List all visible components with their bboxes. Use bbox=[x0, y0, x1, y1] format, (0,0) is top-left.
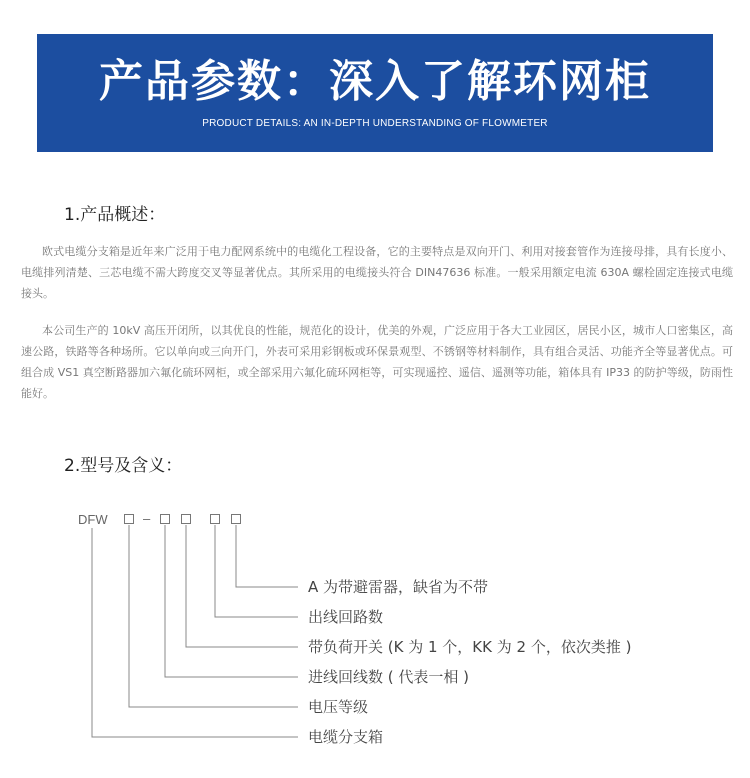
section-heading-model: 2.型号及含义： bbox=[64, 456, 183, 476]
legend-label-arrester: A 为带避雷器，缺省为不带 bbox=[308, 578, 489, 596]
model-dash: – bbox=[143, 511, 151, 526]
leader-line-arrester bbox=[236, 525, 298, 587]
banner-subtitle: PRODUCT DETAILS: AN IN-DEPTH UNDERSTANDING OF FLOWMETER bbox=[202, 118, 548, 129]
legend-label-cable-box: 电缆分支箱 bbox=[308, 728, 384, 746]
leader-line-switch bbox=[186, 525, 298, 647]
section-heading-overview: 1.产品概述： bbox=[64, 205, 166, 225]
leader-line-voltage bbox=[129, 525, 298, 707]
legend-label-voltage: 电压等级 bbox=[308, 698, 369, 716]
leader-line-outgoing bbox=[215, 525, 298, 617]
overview-paragraph-1: 欧式电缆分支箱是近年来广泛用于电力配网系统中的电缆化工程设备，它的主要特点是双向开门、利用对接套管作为连接母排，具有长度小、电缆排列清楚、三芯电缆不需大跨度交叉等显著优点。其所采用的电缆接头符合 DIN47636 标准。一般采用额定电流 630A 螺栓固定连接式电缆接头。 bbox=[21, 245, 733, 300]
overview-paragraph-2: 本公司生产的 10kV 高压开闭所，以其优良的性能，规范化的设计，优美的外观，广泛应用于各大工业园区，居民小区，城市人口密集区，高速公路，铁路等各种场所。它以单向或三向开门，外表可采用彩钢板或环保景观型、不锈钢等材料制作，具有组合灵活、功能齐全等显著优点。可组合成 VS1 真空断路器加六氟化硫环网柜，或全部采用六氟化硫环网柜等，可实现遥控、遥信、遥测等功能，箱体具有 IP33 的防护等级，防雨性能好。 bbox=[21, 324, 733, 400]
leader-line-cable-box bbox=[92, 528, 298, 737]
leader-line-incoming bbox=[165, 525, 298, 677]
legend-label-incoming: 进线回线数 ( 代表一相 ) bbox=[308, 668, 470, 686]
legend-label-outgoing: 出线回路数 bbox=[308, 608, 384, 626]
model-prefix: DFW bbox=[78, 512, 108, 527]
legend-label-switch: 带负荷开关 (K 为 1 个，KK 为 2 个，依次类推 ) bbox=[308, 638, 632, 656]
banner-title: 产品参数：深入了解环网柜 bbox=[99, 56, 651, 107]
